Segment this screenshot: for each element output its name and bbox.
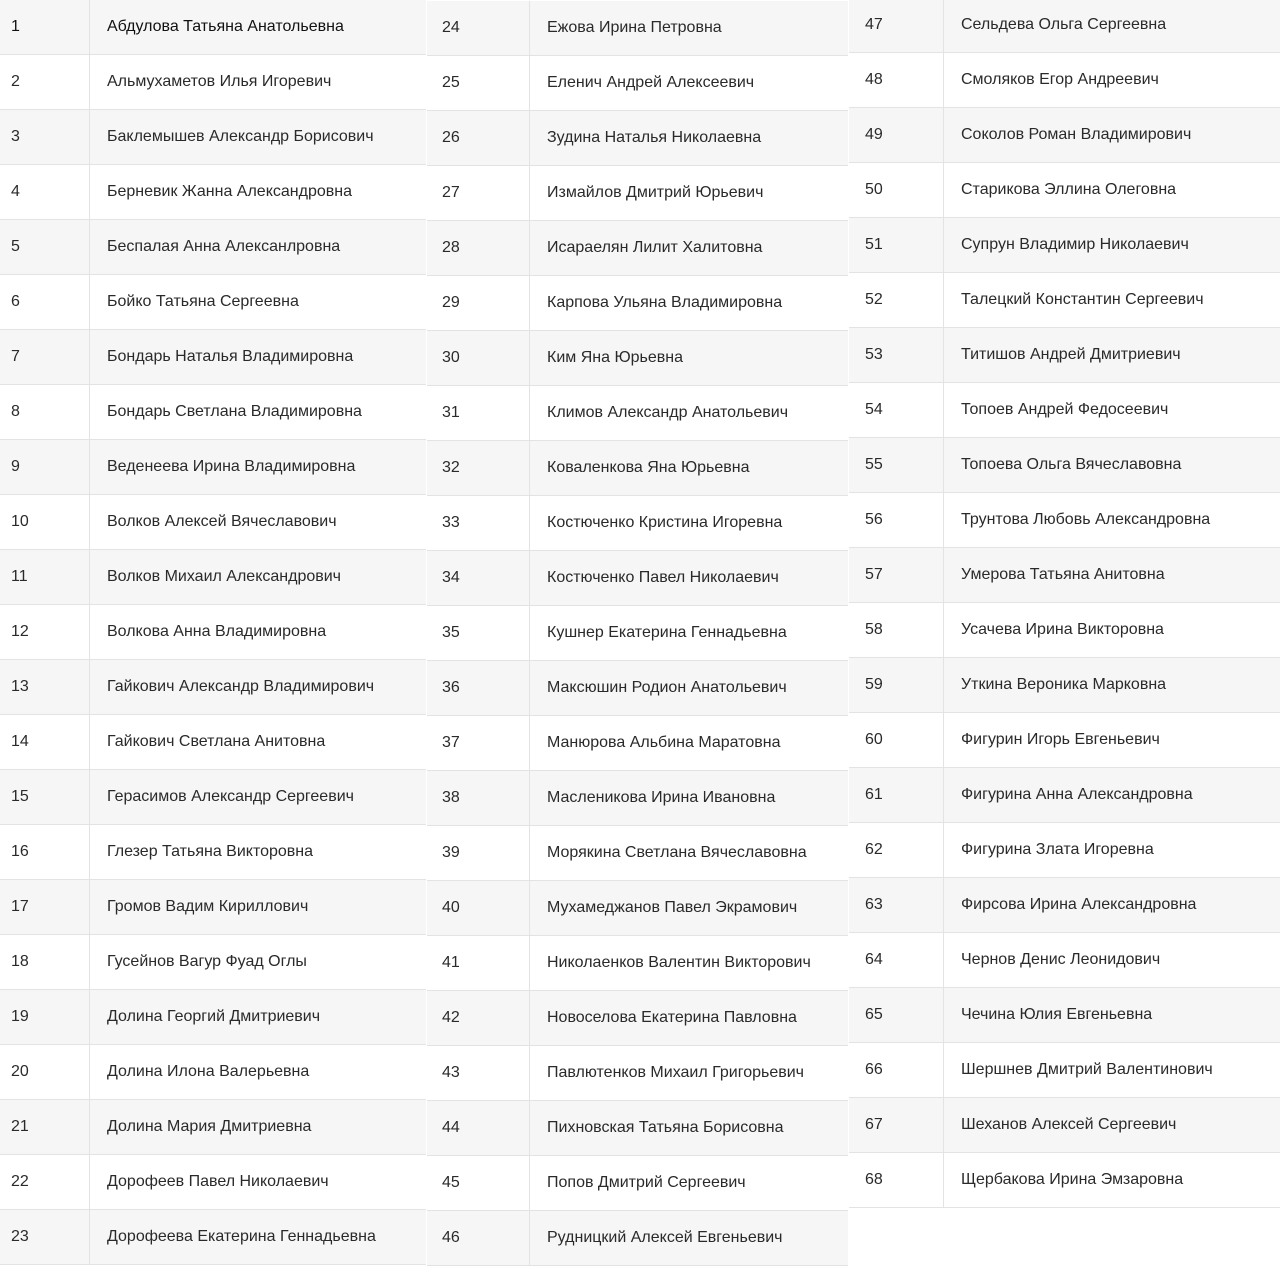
- table-row: [849, 328, 1280, 383]
- row-number: 23: [0, 1210, 90, 1264]
- table-row: [849, 163, 1280, 218]
- table-row: [427, 331, 848, 386]
- row-number: 62: [849, 823, 944, 877]
- row-number: 54: [849, 383, 944, 437]
- person-name: Фигурин Игорь Евгеньевич: [961, 731, 1160, 748]
- table-row: [849, 0, 1280, 53]
- person-name: Супрун Владимир Николаевич: [961, 236, 1189, 253]
- table-row: [849, 933, 1280, 988]
- table-row: [427, 881, 848, 936]
- table-row: [0, 825, 426, 880]
- table-row: [427, 1, 848, 56]
- row-number: 46: [427, 1211, 530, 1265]
- row-number: 2: [0, 55, 90, 109]
- row-number: 67: [849, 1098, 944, 1152]
- table-row: [849, 108, 1280, 163]
- person-name: Карпова Ульяна Владимировна: [547, 294, 783, 311]
- person-name: Шершнев Дмитрий Валентинович: [961, 1061, 1213, 1078]
- table-row: [427, 771, 848, 826]
- row-number: 53: [849, 328, 944, 382]
- person-name: Бондарь Светлана Владимировна: [107, 403, 362, 420]
- row-number: 1: [0, 0, 90, 54]
- person-name: Бондарь Наталья Владимировна: [107, 348, 354, 365]
- table-column-3: [849, 0, 1280, 1208]
- row-number: 47: [849, 0, 944, 52]
- table-row: [0, 880, 426, 935]
- person-name: Дорофеев Павел Николаевич: [107, 1173, 329, 1190]
- table-row: [849, 438, 1280, 493]
- person-name: Абдулова Татьяна Анатольевна: [107, 18, 344, 35]
- row-number: 7: [0, 330, 90, 384]
- person-name: Соколов Роман Владимирович: [961, 126, 1192, 143]
- row-number: 44: [427, 1101, 530, 1155]
- row-number: 14: [0, 715, 90, 769]
- row-number: 10: [0, 495, 90, 549]
- table-row: [0, 275, 426, 330]
- row-number: 36: [427, 661, 530, 715]
- table-row: [427, 1211, 848, 1266]
- person-name: Дорофеева Екатерина Геннадьевна: [107, 1228, 376, 1245]
- person-name: Долина Илона Валерьевна: [107, 1063, 310, 1080]
- table-column-2: [427, 1, 848, 1266]
- person-name: Гайкович Светлана Анитовна: [107, 733, 326, 750]
- table-row: [0, 605, 426, 660]
- person-name: Николаенков Валентин Викторович: [547, 954, 811, 971]
- table-row: [849, 493, 1280, 548]
- person-name: Волкова Анна Владимировна: [107, 623, 327, 640]
- person-name: Титишов Андрей Дмитриевич: [961, 346, 1181, 363]
- row-number: 31: [427, 386, 530, 440]
- table-row: [849, 548, 1280, 603]
- person-name: Щербакова Ирина Эмзаровна: [961, 1171, 1184, 1188]
- row-number: 48: [849, 53, 944, 107]
- person-name: Гайкович Александр Владимирович: [107, 678, 375, 695]
- row-number: 15: [0, 770, 90, 824]
- person-name: Громов Вадим Кириллович: [107, 898, 309, 915]
- table-row: [0, 990, 426, 1045]
- table-row: [849, 603, 1280, 658]
- row-number: 29: [427, 276, 530, 330]
- table-row: [0, 110, 426, 165]
- row-number: 61: [849, 768, 944, 822]
- row-number: 28: [427, 221, 530, 275]
- table-row: [849, 658, 1280, 713]
- row-number: 32: [427, 441, 530, 495]
- table-row: [0, 55, 426, 110]
- person-name: Усачева Ирина Викторовна: [961, 621, 1164, 638]
- person-name: Новоселова Екатерина Павловна: [547, 1009, 797, 1026]
- person-name: Фигурина Анна Александровна: [961, 786, 1193, 803]
- row-number: 60: [849, 713, 944, 767]
- person-name: Старикова Эллина Олеговна: [961, 181, 1177, 198]
- row-number: 37: [427, 716, 530, 770]
- row-number: 26: [427, 111, 530, 165]
- person-name: Попов Дмитрий Сергеевич: [547, 1174, 746, 1191]
- row-number: 34: [427, 551, 530, 605]
- person-name: Шеханов Алексей Сергеевич: [961, 1116, 1177, 1133]
- person-name: Альмухаметов Илья Игоревич: [107, 73, 332, 90]
- table-row: [427, 991, 848, 1046]
- person-name: Измайлов Дмитрий Юрьевич: [547, 184, 764, 201]
- row-number: 20: [0, 1045, 90, 1099]
- row-number: 55: [849, 438, 944, 492]
- row-number: 41: [427, 936, 530, 990]
- table-row: [0, 770, 426, 825]
- row-number: 43: [427, 1046, 530, 1100]
- row-number: 59: [849, 658, 944, 712]
- row-number: 39: [427, 826, 530, 880]
- person-name: Коваленкова Яна Юрьевна: [547, 459, 750, 476]
- table-row: [427, 1156, 848, 1211]
- person-name: Волков Алексей Вячеславович: [107, 513, 337, 530]
- table-row: [0, 1045, 426, 1100]
- row-number: 11: [0, 550, 90, 604]
- table-row: [849, 1098, 1280, 1153]
- row-number: 17: [0, 880, 90, 934]
- person-name: Морякина Светлана Вячеславовна: [547, 844, 807, 861]
- person-name: Зудина Наталья Николаевна: [547, 129, 762, 146]
- person-name: Фирсова Ирина Александровна: [961, 896, 1197, 913]
- person-name: Максюшин Родион Анатольевич: [547, 679, 787, 696]
- row-number: 4: [0, 165, 90, 219]
- table-row: [0, 330, 426, 385]
- person-name: Пихновская Татьяна Борисовна: [547, 1119, 784, 1136]
- row-number: 25: [427, 56, 530, 110]
- table-row: [427, 276, 848, 331]
- row-number: 38: [427, 771, 530, 825]
- table-row: [849, 823, 1280, 878]
- person-name: Масленикова Ирина Ивановна: [547, 789, 776, 806]
- table-row: [849, 988, 1280, 1043]
- table-row: [849, 713, 1280, 768]
- row-number: 35: [427, 606, 530, 660]
- row-number: 19: [0, 990, 90, 1044]
- table-row: [0, 550, 426, 605]
- person-name: Бойко Татьяна Сергеевна: [107, 293, 299, 310]
- row-number: 24: [427, 1, 530, 55]
- table-row: [427, 661, 848, 716]
- person-name: Долина Мария Дмитриевна: [107, 1118, 312, 1135]
- person-name: Ежова Ирина Петровна: [547, 19, 722, 36]
- row-number: 64: [849, 933, 944, 987]
- table-row: [0, 220, 426, 275]
- person-name: Волков Михаил Александрович: [107, 568, 342, 585]
- person-name: Топоев Андрей Федосеевич: [961, 401, 1169, 418]
- person-name: Павлютенков Михаил Григорьевич: [547, 1064, 805, 1081]
- person-name: Уткина Вероника Марковна: [961, 676, 1167, 693]
- table-row: [427, 716, 848, 771]
- person-name: Топоева Ольга Вячеславовна: [961, 456, 1182, 473]
- row-number: 57: [849, 548, 944, 602]
- table-row: [427, 221, 848, 276]
- row-number: 12: [0, 605, 90, 659]
- table-row: [427, 386, 848, 441]
- person-name: Чечина Юлия Евгеньевна: [961, 1006, 1153, 1023]
- person-name: Смоляков Егор Андреевич: [961, 71, 1159, 88]
- row-number: 56: [849, 493, 944, 547]
- person-name: Исараелян Лилит Халитовна: [547, 239, 763, 256]
- row-number: 51: [849, 218, 944, 272]
- person-name: Умерова Татьяна Анитовна: [961, 566, 1165, 583]
- person-name: Рудницкий Алексей Евгеньевич: [547, 1229, 783, 1246]
- person-name: Манюрова Альбина Маратовна: [547, 734, 781, 751]
- row-number: 33: [427, 496, 530, 550]
- row-number: 30: [427, 331, 530, 385]
- row-number: 65: [849, 988, 944, 1042]
- person-name: Гусейнов Вагур Фуад Оглы: [107, 953, 307, 970]
- person-name: Еленич Андрей Алексеевич: [547, 74, 755, 91]
- person-name: Костюченко Кристина Игоревна: [547, 514, 783, 531]
- row-number: 18: [0, 935, 90, 989]
- table-row: [427, 111, 848, 166]
- row-number: 50: [849, 163, 944, 217]
- table-row: [427, 441, 848, 496]
- row-number: 45: [427, 1156, 530, 1210]
- person-name: Беспалая Анна Алексанлровна: [107, 238, 341, 255]
- table-row: [427, 826, 848, 881]
- row-number: 52: [849, 273, 944, 327]
- row-number: 63: [849, 878, 944, 932]
- row-number: 8: [0, 385, 90, 439]
- row-number: 58: [849, 603, 944, 657]
- table-row: [427, 166, 848, 221]
- table-row: [849, 768, 1280, 823]
- row-number: 16: [0, 825, 90, 879]
- person-name: Долина Георгий Дмитриевич: [107, 1008, 321, 1025]
- row-number: 13: [0, 660, 90, 714]
- row-number: 5: [0, 220, 90, 274]
- person-name: Герасимов Александр Сергеевич: [107, 788, 354, 805]
- table-row: [427, 1101, 848, 1156]
- row-number: 6: [0, 275, 90, 329]
- row-number: 27: [427, 166, 530, 220]
- row-number: 22: [0, 1155, 90, 1209]
- person-name: Фигурина Злата Игоревна: [961, 841, 1154, 858]
- person-name: Костюченко Павел Николаевич: [547, 569, 779, 586]
- row-number: 21: [0, 1100, 90, 1154]
- table-row: [427, 936, 848, 991]
- table-row: [849, 1153, 1280, 1208]
- table-row: [0, 165, 426, 220]
- table-row: [0, 935, 426, 990]
- table-row: [0, 0, 426, 55]
- table-row: [0, 385, 426, 440]
- table-row: [849, 273, 1280, 328]
- table-row: [0, 660, 426, 715]
- table-row: [0, 1210, 426, 1265]
- table-row: [849, 53, 1280, 108]
- table-row: [427, 606, 848, 661]
- person-name: Берневик Жанна Александровна: [107, 183, 352, 200]
- row-number: 42: [427, 991, 530, 1045]
- row-number: 49: [849, 108, 944, 162]
- table-row: [0, 1155, 426, 1210]
- table-row: [849, 1043, 1280, 1098]
- person-name: Сельдева Ольга Сергеевна: [961, 16, 1167, 33]
- person-name: Климов Александр Анатольевич: [547, 404, 789, 421]
- row-number: 9: [0, 440, 90, 494]
- table-row: [0, 715, 426, 770]
- row-number: 66: [849, 1043, 944, 1097]
- row-number: 40: [427, 881, 530, 935]
- table-row: [427, 496, 848, 551]
- table-row: [0, 440, 426, 495]
- person-name: Ким Яна Юрьевна: [547, 349, 683, 366]
- table-row: [849, 383, 1280, 438]
- person-name: Талецкий Константин Сергеевич: [961, 291, 1204, 308]
- person-name: Баклемышев Александр Борисович: [107, 128, 374, 145]
- person-name: Кушнер Екатерина Геннадьевна: [547, 624, 787, 641]
- person-name: Чернов Денис Леонидович: [961, 951, 1161, 968]
- row-number: 68: [849, 1153, 944, 1207]
- table-row: [0, 495, 426, 550]
- table-row: [427, 1046, 848, 1101]
- person-name: Веденеева Ирина Владимировна: [107, 458, 356, 475]
- person-name: Мухамеджанов Павел Экрамович: [547, 899, 798, 916]
- table-row: [427, 551, 848, 606]
- table-column-1: [0, 0, 426, 1265]
- table-row: [427, 56, 848, 111]
- person-name: Глезер Татьяна Викторовна: [107, 843, 314, 860]
- person-name: Трунтова Любовь Александровна: [961, 511, 1211, 528]
- table-row: [849, 878, 1280, 933]
- table-row: [0, 1100, 426, 1155]
- table-row: [849, 218, 1280, 273]
- row-number: 3: [0, 110, 90, 164]
